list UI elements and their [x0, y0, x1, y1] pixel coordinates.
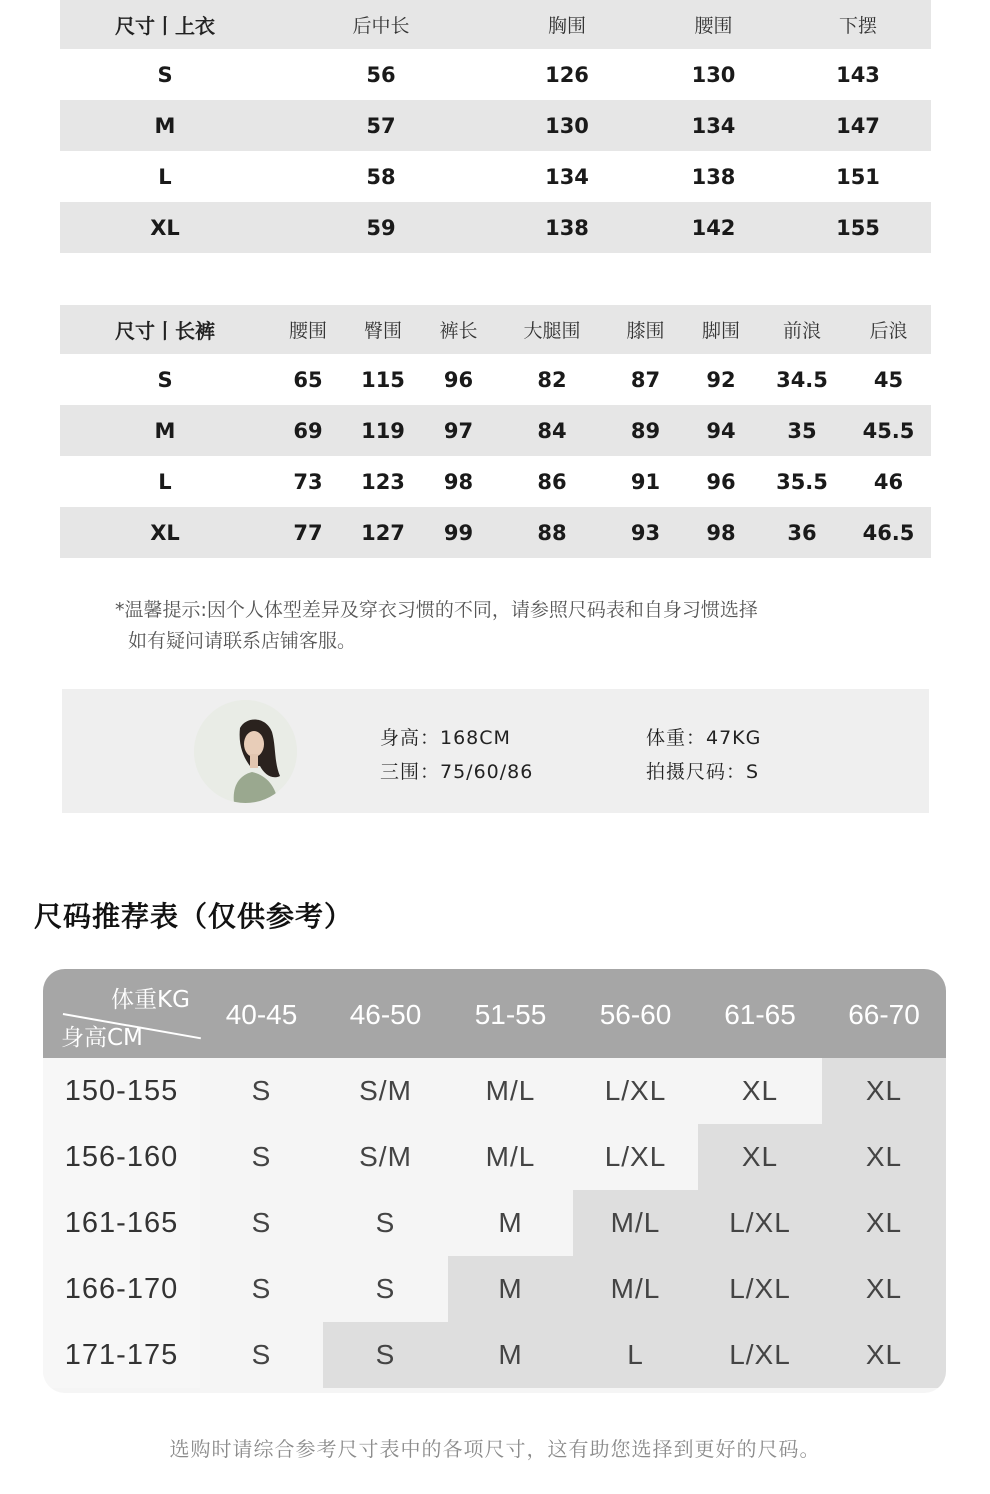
value-cell: 147 [836, 113, 880, 138]
value-cell: 34.5 [776, 367, 828, 392]
value-cell: 35.5 [776, 469, 828, 494]
size-recommend-table [43, 969, 946, 1393]
size-recommend-cell: XL [822, 1322, 946, 1388]
value-cell: 92 [706, 367, 736, 392]
size-recommend-cell: L/XL [698, 1322, 822, 1388]
height-axis-label: 身高CM [61, 1025, 143, 1051]
size-recommend-cell: M/L [573, 1256, 698, 1322]
model-height: 身高：168CM [380, 727, 511, 749]
pants-header-size: 尺寸丨长裤 [115, 319, 215, 343]
size-cell: S [157, 62, 173, 87]
value-cell: 88 [537, 520, 567, 545]
pants-header-ankle: 脚围 [701, 320, 740, 342]
pants-header-length: 裤长 [439, 320, 478, 342]
size-recommend-cell: S/M [323, 1124, 448, 1190]
height-row-header: 161-165 [43, 1190, 200, 1256]
value-cell: 143 [836, 62, 880, 87]
size-recommend-cell: XL [822, 1124, 946, 1190]
value-cell: 65 [293, 367, 323, 392]
value-cell: 97 [443, 418, 474, 443]
model-photo-icon [194, 700, 297, 803]
size-recommend-cell: XL [698, 1124, 822, 1190]
size-cell: M [154, 418, 176, 443]
weight-axis-label: 体重KG [111, 987, 190, 1013]
size-recommend-cell: XL [822, 1256, 946, 1322]
size-recommend-cell: S/M [323, 1058, 448, 1124]
value-cell: 98 [706, 520, 736, 545]
tip-line-1: *温馨提示:因个人体型差异及穿衣习惯的不同，请参照尺码表和自身习惯选择 [115, 599, 758, 621]
size-cell: M [154, 113, 176, 138]
value-cell: 151 [836, 164, 880, 189]
weight-column-header: 56-60 [599, 999, 672, 1030]
value-cell: 138 [545, 215, 589, 240]
value-cell: 134 [545, 164, 589, 189]
tip-line-2: 如有疑问请联系店铺客服。 [128, 630, 357, 652]
size-recommend-cell: XL [698, 1058, 822, 1124]
value-cell: 96 [706, 469, 736, 494]
value-cell: 94 [706, 418, 736, 443]
top-header-size: 尺寸丨上衣 [115, 14, 215, 38]
weight-column-header: 66-70 [848, 999, 920, 1030]
size-cell: L [158, 469, 172, 494]
size-recommend-cell: S [200, 1058, 323, 1124]
value-cell: 93 [630, 520, 661, 545]
size-cell: XL [150, 520, 180, 545]
pants-header-hip: 臀围 [363, 320, 402, 342]
model-info-card [62, 689, 929, 813]
value-cell: 89 [630, 418, 661, 443]
value-cell: 86 [537, 469, 567, 494]
value-cell: 91 [630, 469, 661, 494]
table-row [60, 405, 931, 456]
pants-header-waist: 腰围 [288, 320, 327, 342]
value-cell: 58 [366, 164, 396, 189]
value-cell: 46 [873, 469, 904, 494]
value-cell: 59 [366, 215, 396, 240]
top-header-waist: 腰围 [694, 15, 733, 37]
value-cell: 73 [293, 469, 323, 494]
pants-header-back-rise: 后浪 [869, 320, 908, 342]
model-weight: 体重：47KG [646, 727, 762, 749]
pants-header-thigh: 大腿围 [523, 320, 581, 342]
table-row [60, 456, 931, 507]
value-cell: 35 [787, 418, 817, 443]
table-row [60, 202, 931, 253]
recommend-title: 尺码推荐表（仅供参考） [34, 900, 354, 933]
value-cell: 46.5 [862, 520, 915, 545]
size-recommend-cell: S [200, 1190, 323, 1256]
value-cell: 123 [361, 469, 405, 494]
value-cell: 127 [361, 520, 405, 545]
height-row-header: 150-155 [43, 1058, 200, 1124]
top-header-chest: 胸围 [547, 15, 586, 37]
size-tip [115, 595, 758, 657]
size-recommend-cell: M/L [448, 1058, 573, 1124]
value-cell: 77 [293, 520, 323, 545]
pants-header-knee: 膝围 [626, 320, 665, 342]
size-recommend-cell: XL [822, 1058, 946, 1124]
size-recommend-cell: M [448, 1190, 573, 1256]
top-header-hem: 下摆 [838, 15, 877, 37]
table-row [60, 100, 931, 151]
top-header-length: 后中长 [352, 15, 410, 37]
value-cell: 56 [366, 62, 396, 87]
weight-column-header: 46-50 [349, 999, 422, 1030]
value-cell: 57 [366, 113, 396, 138]
value-cell: 45.5 [862, 418, 915, 443]
table-row [60, 49, 931, 100]
size-recommend-cell: L/XL [698, 1190, 822, 1256]
top-size-table [60, 0, 931, 253]
size-recommend-cell: M [448, 1322, 573, 1388]
table-row [60, 354, 931, 405]
size-recommend-cell: M/L [448, 1124, 573, 1190]
size-recommend-cell: XL [822, 1190, 946, 1256]
size-recommend-cell: S [200, 1124, 323, 1190]
height-row-header: 156-160 [43, 1124, 200, 1190]
value-cell: 115 [361, 367, 405, 392]
value-cell: 130 [691, 62, 736, 87]
value-cell: 84 [537, 418, 567, 443]
model-measurements: 三围：75/60/86 [380, 761, 534, 783]
top-table-header [60, 0, 931, 49]
value-cell: 119 [361, 418, 405, 443]
pants-table-header [60, 305, 931, 354]
value-cell: 98 [443, 469, 474, 494]
weight-column-header: 61-65 [724, 999, 796, 1030]
value-cell: 155 [836, 215, 880, 240]
weight-column-header: 40-45 [225, 999, 298, 1030]
pants-size-table [60, 305, 931, 558]
recommend-header [43, 969, 946, 1058]
value-cell: 126 [545, 62, 589, 87]
pants-header-front-rise: 前浪 [782, 320, 821, 342]
value-cell: 82 [537, 367, 567, 392]
size-cell: XL [150, 215, 180, 240]
size-cell: L [158, 164, 172, 189]
size-recommend-cell: S [323, 1256, 448, 1322]
value-cell: 87 [630, 367, 661, 392]
size-recommend-cell: L/XL [573, 1058, 698, 1124]
height-row-header: 166-170 [43, 1256, 200, 1322]
size-recommend-cell: M [448, 1256, 573, 1322]
table-row [60, 507, 931, 558]
value-cell: 138 [691, 164, 736, 189]
avatar [194, 700, 297, 803]
table-row [60, 151, 931, 202]
value-cell: 99 [443, 520, 474, 545]
model-size: 拍摄尺码：S [646, 761, 760, 783]
size-recommend-cell: L [573, 1322, 698, 1388]
value-cell: 45 [873, 367, 904, 392]
weight-column-header: 51-55 [474, 999, 547, 1030]
value-cell: 69 [293, 418, 323, 443]
size-recommend-cell: S [323, 1322, 448, 1388]
size-recommend-cell: M/L [573, 1190, 698, 1256]
value-cell: 96 [443, 367, 474, 392]
size-recommend-cell: S [323, 1190, 448, 1256]
value-cell: 142 [691, 215, 736, 240]
size-recommend-cell: S [200, 1256, 323, 1322]
height-row-header: 171-175 [43, 1322, 200, 1388]
size-recommend-cell: L/XL [698, 1256, 822, 1322]
size-cell: S [157, 367, 173, 392]
size-recommend-cell: S [200, 1322, 323, 1388]
value-cell: 134 [691, 113, 736, 138]
footer-note: 选购时请综合参考尺寸表中的各项尺寸，这有助您选择到更好的尺码。 [169, 1437, 821, 1461]
value-cell: 130 [545, 113, 589, 138]
size-recommend-cell: L/XL [573, 1124, 698, 1190]
value-cell: 36 [787, 520, 817, 545]
